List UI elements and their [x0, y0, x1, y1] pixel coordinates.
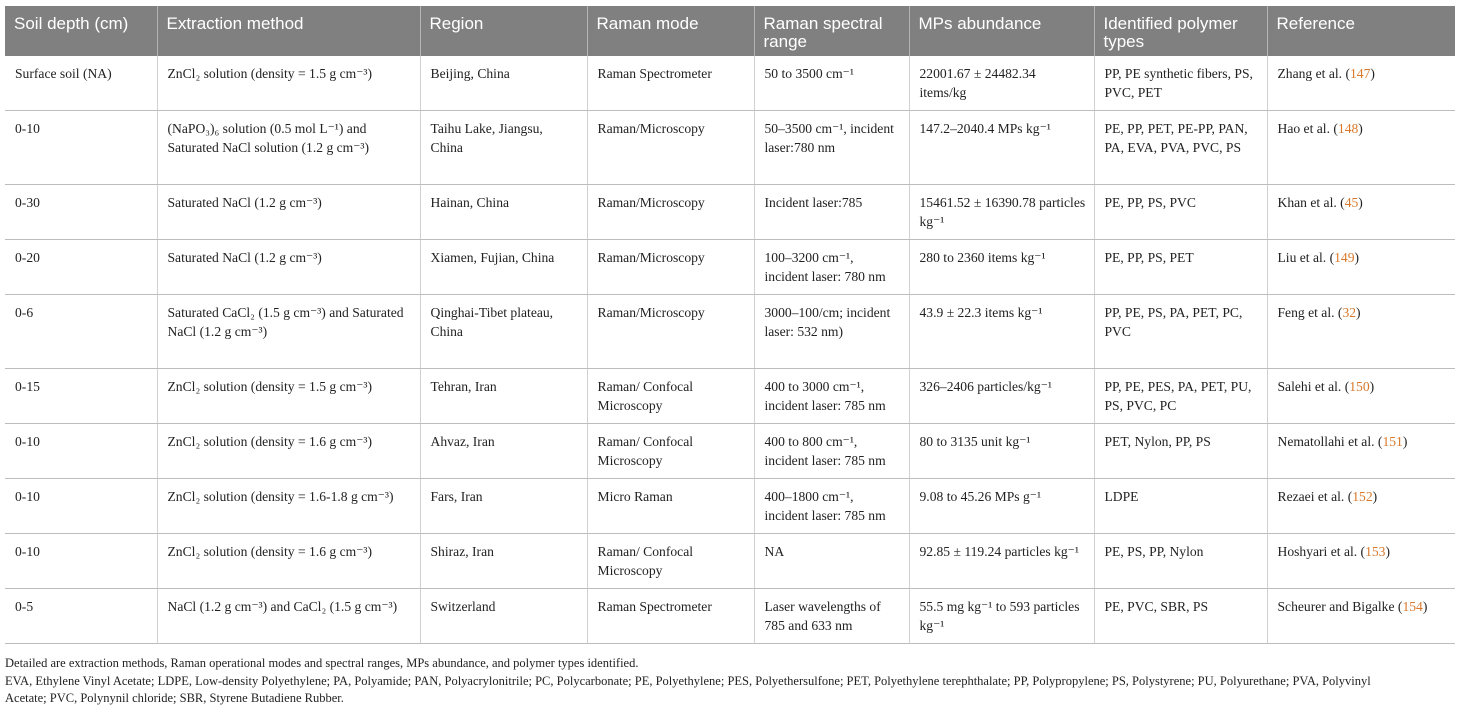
header-mps-abundance: MPs abundance: [909, 6, 1094, 56]
reference-author: Salehi et al. (: [1277, 378, 1350, 394]
cell-region: Tehran, Iran: [420, 368, 587, 423]
cell-raman-mode: Raman Spectrometer: [587, 588, 754, 643]
header-region: Region: [420, 6, 587, 56]
cell-region: Shiraz, Iran: [420, 533, 587, 588]
citation-link[interactable]: 154: [1402, 598, 1423, 614]
cell-polymer-types: PP, PE, PES, PA, PET, PU, PS, PVC, PC: [1094, 368, 1267, 423]
cell-extraction-method: ZnCl₂ solution (density = 1.5 g cm⁻³): [157, 56, 420, 110]
cell-polymer-types: PE, PP, PET, PE-PP, PAN, PA, EVA, PVA, PVC, PS: [1094, 110, 1267, 184]
cell-spectral-range: 100–3200 cm⁻¹, incident laser: 780 nm: [754, 239, 909, 294]
cell-region: Xiamen, Fujian, China: [420, 239, 587, 294]
reference-author: Hao et al. (: [1277, 120, 1338, 136]
cell-raman-mode: Raman/ Confocal Microscopy: [587, 423, 754, 478]
cell-extraction-method: (NaPO₃)₆ solution (0.5 mol L⁻¹) and Saturated NaCl solution (1.2 g cm⁻³): [157, 110, 420, 184]
cell-spectral-range: 50–3500 cm⁻¹, incident laser:780 nm: [754, 110, 909, 184]
cell-mps-abundance: 92.85 ± 119.24 particles kg⁻¹: [909, 533, 1094, 588]
cell-polymer-types: PE, PS, PP, Nylon: [1094, 533, 1267, 588]
citation-link[interactable]: 152: [1352, 488, 1373, 504]
cell-raman-mode: Raman/ Confocal Microscopy: [587, 533, 754, 588]
cell-spectral-range: Laser wavelengths of 785 and 633 nm: [754, 588, 909, 643]
cell-extraction-method: Saturated NaCl (1.2 g cm⁻³): [157, 239, 420, 294]
cell-raman-mode: Raman/Microscopy: [587, 110, 754, 184]
citation-link[interactable]: 150: [1349, 378, 1370, 394]
reference-author: Zhang et al. (: [1277, 66, 1350, 81]
reference-close-paren: ): [1402, 433, 1408, 449]
table-row: [5, 239, 1455, 294]
table-row: [5, 184, 1455, 239]
cell-spectral-range: 400 to 800 cm⁻¹, incident laser: 785 nm: [754, 423, 909, 478]
cell-region: Beijing, China: [420, 56, 587, 110]
cell-soil-depth: 0-10: [5, 110, 157, 184]
table-row: [5, 56, 1455, 110]
table-row: [5, 478, 1455, 533]
cell-polymer-types: PET, Nylon, PP, PS: [1094, 423, 1267, 478]
citation-link[interactable]: 153: [1365, 543, 1386, 559]
cell-extraction-method: ZnCl₂ solution (density = 1.6 g cm⁻³): [157, 533, 420, 588]
cell-polymer-types: PE, PP, PS, PET: [1094, 239, 1267, 294]
cell-reference: [1267, 478, 1455, 533]
cell-soil-depth: 0-10: [5, 533, 157, 588]
reference-author: Khan et al. (: [1277, 194, 1345, 210]
cell-mps-abundance: 80 to 3135 unit kg⁻¹: [909, 423, 1094, 478]
cell-mps-abundance: 326–2406 particles/kg⁻¹: [909, 368, 1094, 423]
cell-spectral-range: 400 to 3000 cm⁻¹, incident laser: 785 nm: [754, 368, 909, 423]
cell-soil-depth: Surface soil (NA): [5, 56, 157, 110]
table-container: [5, 6, 1455, 644]
cell-extraction-method: NaCl (1.2 g cm⁻³) and CaCl₂ (1.5 g cm⁻³): [157, 588, 420, 643]
cell-soil-depth: 0-5: [5, 588, 157, 643]
cell-extraction-method: ZnCl₂ solution (density = 1.6-1.8 g cm⁻³): [157, 478, 420, 533]
citation-link[interactable]: 149: [1334, 249, 1355, 265]
citation-link[interactable]: 32: [1342, 304, 1357, 320]
reference-close-paren: ): [1422, 598, 1428, 614]
table-row: [5, 110, 1455, 184]
cell-spectral-range: Incident laser:785: [754, 184, 909, 239]
cell-raman-mode: Raman/Microscopy: [587, 239, 754, 294]
cell-reference: [1267, 533, 1455, 588]
table-row: [5, 533, 1455, 588]
cell-mps-abundance: 43.9 ± 22.3 items kg⁻¹: [909, 294, 1094, 368]
cell-reference: [1267, 239, 1455, 294]
cell-reference: [1267, 184, 1455, 239]
cell-soil-depth: 0-30: [5, 184, 157, 239]
cell-polymer-types: PE, PVC, SBR, PS: [1094, 588, 1267, 643]
cell-soil-depth: 0-10: [5, 478, 157, 533]
cell-soil-depth: 0-6: [5, 294, 157, 368]
reference-author: Rezaei et al. (: [1277, 488, 1353, 504]
cell-polymer-types: PE, PP, PS, PVC: [1094, 184, 1267, 239]
cell-soil-depth: 0-20: [5, 239, 157, 294]
cell-region: Switzerland: [420, 588, 587, 643]
reference-close-paren: ): [1385, 543, 1390, 559]
header-extraction-method: Extraction method: [157, 6, 420, 56]
cell-region: Ahvaz, Iran: [420, 423, 587, 478]
cell-region: Taihu Lake, Jiangsu, China: [420, 110, 587, 184]
cell-region: Hainan, China: [420, 184, 587, 239]
cell-reference: [1267, 110, 1455, 184]
cell-extraction-method: Saturated NaCl (1.2 g cm⁻³): [157, 184, 420, 239]
reference-close-paren: ): [1356, 304, 1361, 320]
citation-link[interactable]: 148: [1337, 120, 1359, 136]
footnote-line-1: Detailed are extraction methods, Raman operational modes and spectral ranges, MPs abundance, and polymer types identified.: [5, 656, 639, 670]
cell-reference: [1267, 423, 1455, 478]
reference-author: Hoshyari et al. (: [1277, 543, 1366, 559]
cell-raman-mode: Raman/Microscopy: [587, 294, 754, 368]
cell-raman-mode: Micro Raman: [587, 478, 754, 533]
cell-spectral-range: 400–1800 cm⁻¹, incident laser: 785 nm: [754, 478, 909, 533]
header-polymer-types: Identified polymer types: [1094, 6, 1267, 56]
table-body: [5, 56, 1455, 643]
header-raman-spectral-range: Raman spectral range: [754, 6, 909, 56]
reference-author: Scheurer and Bigalke (: [1277, 598, 1403, 614]
cell-region: Fars, Iran: [420, 478, 587, 533]
cell-spectral-range: 3000–100/cm; incident laser: 532 nm): [754, 294, 909, 368]
reference-close-paren: ): [1358, 120, 1363, 136]
cell-reference: [1267, 368, 1455, 423]
reference-author: Feng et al. (: [1277, 304, 1343, 320]
table-footnote: [5, 655, 1455, 708]
table-row: [5, 588, 1455, 643]
cell-spectral-range: NA: [754, 533, 909, 588]
footnote-line-3: Acetate; PVC, Polynynil chloride; SBR, Styrene Butadiene Rubber.: [5, 691, 344, 705]
table-row: [5, 294, 1455, 368]
footnote-line-2: EVA, Ethylene Vinyl Acetate; LDPE, Low-density Polyethylene; PA, Polyamide; PAN, Polyacrylonitrile; PC, Polycarbonate; PE, Polyethylene; PES, Polyethersulfone; PET, Polyethylene terephthalate; PP, Polypropylene; PS, Polystyrene; PU, Polyurethane; PVA, Polyvinyl: [5, 673, 1371, 688]
cell-raman-mode: Raman/Microscopy: [587, 184, 754, 239]
citation-link[interactable]: 151: [1382, 433, 1403, 449]
reference-close-paren: ): [1369, 378, 1375, 394]
reference-author: Liu et al. (: [1277, 249, 1335, 265]
reference-author: Nematollahi et al. (: [1277, 433, 1383, 449]
cell-raman-mode: Raman/ Confocal Microscopy: [587, 368, 754, 423]
cell-mps-abundance: 55.5 mg kg⁻¹ to 593 particles kg⁻¹: [909, 588, 1094, 643]
cell-spectral-range: 50 to 3500 cm⁻¹: [754, 56, 909, 110]
cell-mps-abundance: 280 to 2360 items kg⁻¹: [909, 239, 1094, 294]
cell-mps-abundance: 147.2–2040.4 MPs kg⁻¹: [909, 110, 1094, 184]
reference-close-paren: ): [1372, 488, 1378, 504]
table-row: [5, 368, 1455, 423]
data-table: [5, 6, 1455, 644]
cell-reference: [1267, 294, 1455, 368]
cell-polymer-types: PP, PE, PS, PA, PET, PC, PVC: [1094, 294, 1267, 368]
header-raman-mode: Raman mode: [587, 6, 754, 56]
cell-mps-abundance: 22001.67 ± 24482.34 items/kg: [909, 56, 1094, 110]
cell-mps-abundance: 15461.52 ± 16390.78 particles kg⁻¹: [909, 184, 1094, 239]
table-row: [5, 423, 1455, 478]
cell-soil-depth: 0-15: [5, 368, 157, 423]
citation-link[interactable]: 147: [1349, 66, 1371, 81]
cell-mps-abundance: 9.08 to 45.26 MPs g⁻¹: [909, 478, 1094, 533]
cell-polymer-types: LDPE: [1094, 478, 1267, 533]
cell-reference: [1267, 56, 1455, 110]
cell-reference: [1267, 588, 1455, 643]
cell-polymer-types: PP, PE synthetic fibers, PS, PVC, PET: [1094, 56, 1267, 110]
reference-close-paren: ): [1354, 249, 1360, 265]
cell-soil-depth: 0-10: [5, 423, 157, 478]
cell-extraction-method: Saturated CaCl₂ (1.5 g cm⁻³) and Saturated NaCl (1.2 g cm⁻³): [157, 294, 420, 368]
citation-link[interactable]: 45: [1344, 194, 1359, 210]
cell-region: Qinghai-Tibet plateau, China: [420, 294, 587, 368]
cell-extraction-method: ZnCl₂ solution (density = 1.6 g cm⁻³): [157, 423, 420, 478]
reference-close-paren: ): [1370, 66, 1375, 81]
header-row: [5, 6, 1455, 56]
cell-extraction-method: ZnCl₂ solution (density = 1.5 g cm⁻³): [157, 368, 420, 423]
header-soil-depth: Soil depth (cm): [5, 6, 157, 56]
header-reference: Reference: [1267, 6, 1455, 56]
cell-raman-mode: Raman Spectrometer: [587, 56, 754, 110]
reference-close-paren: ): [1358, 194, 1363, 210]
